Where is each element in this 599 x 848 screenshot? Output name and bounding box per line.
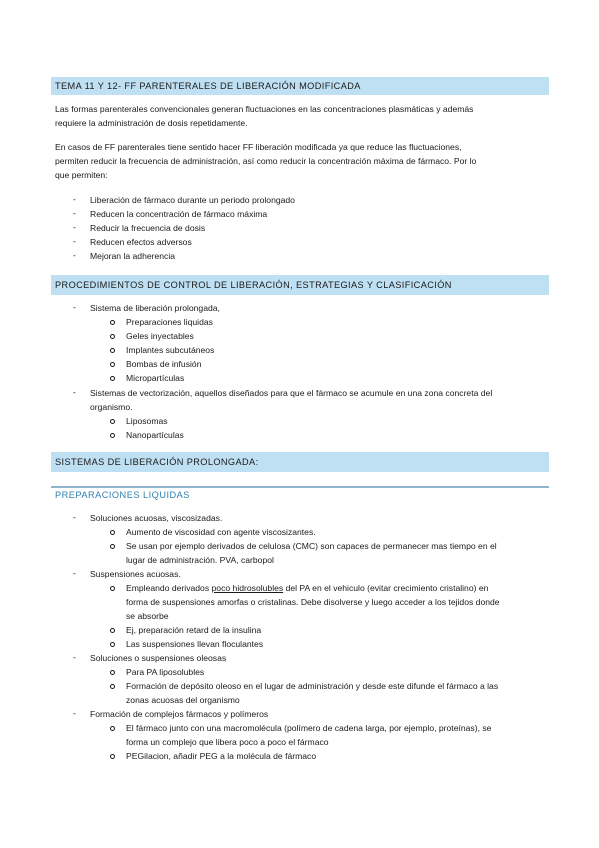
circle-bullet-icon [110,376,115,381]
list-item: Mejoran la adherencia [90,251,176,261]
circle-bullet-icon [110,362,115,367]
sublist-item-continuation: se absorbe [126,611,169,621]
sublist-item: Liposomas [126,416,168,426]
circle-bullet-icon [110,419,115,424]
sublist-item: PEGilacion, añadir PEG a la molécula de fármaco [126,751,317,761]
circle-bullet-icon [110,670,115,675]
circle-bullet-icon [110,334,115,339]
dash-marker: - [73,208,76,218]
paragraph-line: Las formas parenterales convencionales generan fluctuaciones en las concentraciones plasmáticas y además [55,104,474,114]
circle-bullet-icon [110,433,115,438]
sublist-item: Formación de depósito oleoso en el lugar de administración y desde este difunde el fármaco a las [126,681,499,691]
sublist-item-continuation: forma un complejo que libera poco a poco el fármaco [126,737,329,747]
sublist-item: Aumento de viscosidad con agente viscosizantes. [126,527,316,537]
sublist-item [126,582,488,594]
list-item: Reducen efectos adversos [90,237,192,247]
dash-marker: - [73,568,76,578]
dash-marker: - [73,194,76,204]
paragraph-line: En casos de FF parenterales tiene sentido hacer FF liberación modificada ya que reduce las fluctuaciones, [55,142,462,152]
circle-bullet-icon [110,544,115,549]
circle-bullet-icon [110,320,115,325]
list-item: Formación de complejos fármacos y polímeros [90,709,269,719]
circle-bullet-icon [110,530,115,535]
circle-bullet-icon [110,628,115,633]
list-item: Liberación de fármaco durante un periodo prolongado [90,195,295,205]
list-item: Soluciones o suspensiones oleosas [90,653,227,663]
sublist-item: Preparaciones liquidas [126,317,213,327]
sublist-item-continuation: forma de suspensiones amorfas o cristalinas. Debe disolverse y luego acceder a los tejidos donde [126,597,500,607]
sublist-item-continuation: lugar de administración. PVA, carbopol [126,555,274,565]
dash-marker: - [73,387,76,397]
sublist-item: Nanopartículas [126,430,184,440]
list-item: Sistema de liberación prolongada, [90,303,220,313]
paragraph-line: permiten reducir la frecuencia de administración, así como reducir la concentración máxima de fármaco. Por lo [55,156,477,166]
text-run: del PA en el vehiculo (evitar crecimiento cristalino) en [283,583,489,593]
circle-bullet-icon [110,348,115,353]
list-item-continuation: organismo. [90,402,133,412]
circle-bullet-icon [110,754,115,759]
section-heading-text: TEMA 11 Y 12- FF PARENTERALES DE LIBERACIÓN MODIFICADA [55,81,361,91]
sublist-item: Implantes subcutáneos [126,345,215,355]
heading-rule [51,486,549,488]
sublist-item: Micropartículas [126,373,185,383]
sublist-item: Ej, preparación retard de la insulina [126,625,262,635]
dash-marker: - [73,708,76,718]
sublist-item: Bombas de infusión [126,359,202,369]
list-item: Soluciones acuosas, viscosizadas. [90,513,223,523]
paragraph-line: requiere la administración de dosis repetidamente. [55,118,248,128]
dash-marker: - [73,652,76,662]
section-heading-tema [51,77,549,95]
dash-marker: - [73,222,76,232]
list-item: Reducen la concentración de fármaco máxima [90,209,268,219]
section-heading-text: SISTEMAS DE LIBERACIÓN PROLONGADA: [55,457,259,467]
sublist-item: Para PA liposolubles [126,667,205,677]
list-item: Suspensiones acuosas. [90,569,181,579]
subheading-preparaciones: PREPARACIONES LIQUIDAS [55,490,190,500]
text-run: Empleando derivados [126,583,212,593]
list-item: Sistemas de vectorización, aquellos diseñados para que el fármaco se acumule en una zona concreta del [90,388,493,398]
circle-bullet-icon [110,642,115,647]
paragraph-line: que permiten: [55,170,108,180]
sublist-item: Las suspensiones llevan floculantes [126,639,264,649]
section-heading-procedimientos [51,275,549,295]
dash-marker: - [73,512,76,522]
circle-bullet-icon [110,586,115,591]
dash-marker: - [73,250,76,260]
circle-bullet-icon [110,726,115,731]
underlined-text: poco hidrosolubles [211,583,284,593]
sublist-item: Se usan por ejemplo derivados de celulosa (CMC) son capaces de permanecer mas tiempo en el [126,541,497,551]
section-heading-sistemas [51,452,549,472]
sublist-item: Geles inyectables [126,331,194,341]
list-item: Reducir la frecuencia de dosis [90,223,206,233]
circle-bullet-icon [110,684,115,689]
dash-marker: - [73,302,76,312]
dash-marker: - [73,236,76,246]
sublist-item-continuation: zonas acuosas del organismo [126,695,240,705]
section-heading-text: PROCEDIMIENTOS DE CONTROL DE LIBERACIÓN, ESTRATEGIAS Y CLASIFICACIÓN [55,280,452,290]
sublist-item: El fármaco junto con una macromolécula (polímero de cadena larga, por ejemplo, proteínas), se [126,723,492,733]
